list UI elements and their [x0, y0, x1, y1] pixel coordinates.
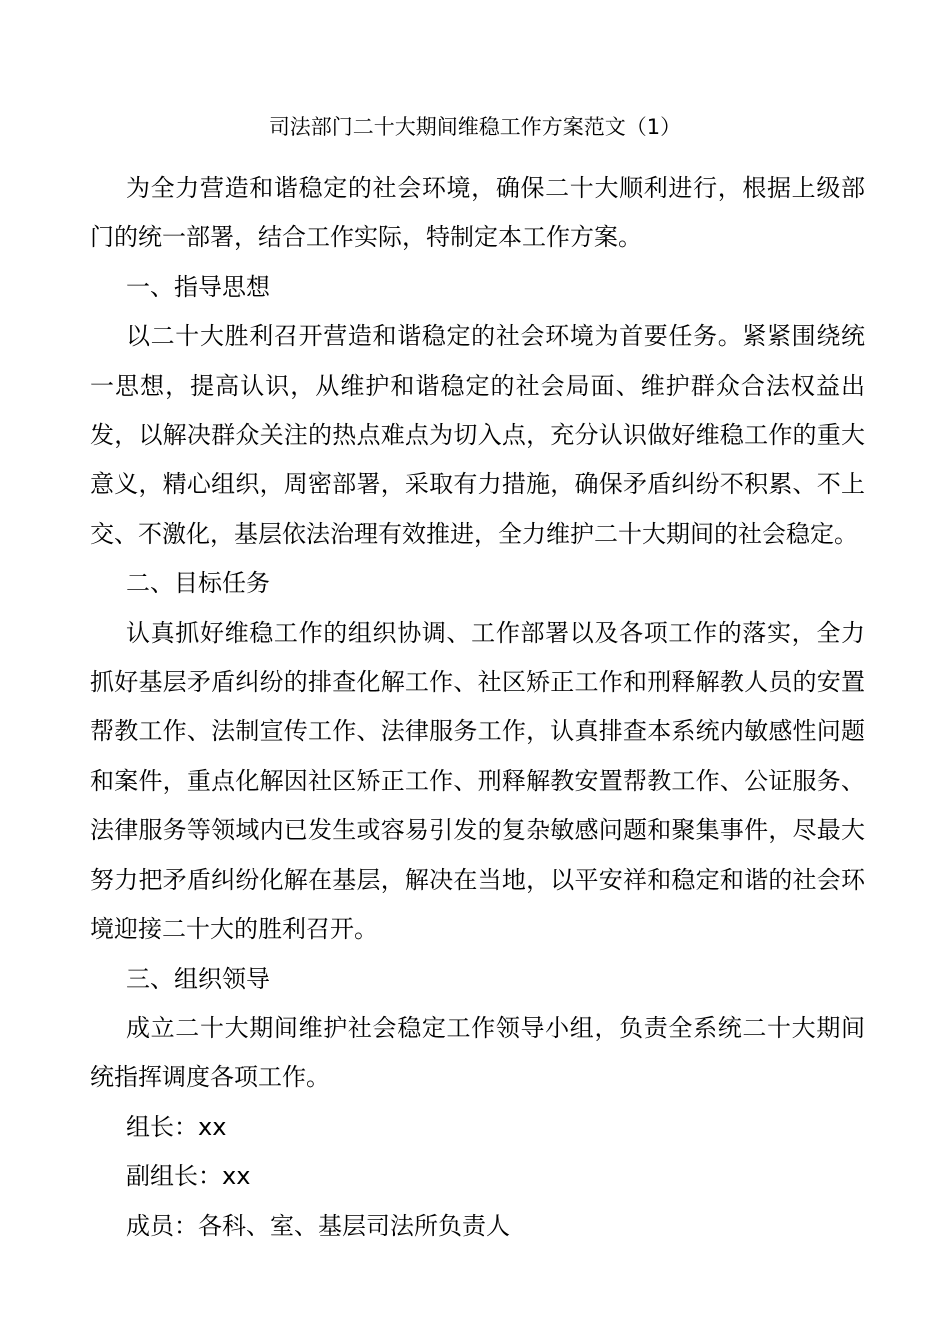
section-heading-goals-tasks: 二、目标任务: [126, 569, 270, 598]
section-paragraph-guiding-ideology: 以二十大胜利召开营造和谐稳定的社会环境为首要任务。紧紧围绕统一思想，提高认识，从维护和谐稳定的社会局面、维护群众合法权益出发，以解决群众关注的热点难点为切入点，充分认识做好维稳工作的重大意义，精心组织，周密部署，采取有力措施，确保矛盾纠纷不积累、不上交、不激化，基层依法治理有效推进，全力维护二十大期间的社会稳定。: [90, 322, 865, 548]
section-paragraph-goals-tasks: 认真抓好维稳工作的组织协调、工作部署以及各项工作的落实，全力抓好基层矛盾纠纷的排查化解工作、社区矫正工作和刑释解教人员的安置帮教工作、法制宣传工作、法律服务工作，认真排查本系统内敏感性问题和案件，重点化解因社区矫正工作、刑释解教安置帮教工作、公证服务、法律服务等领域内已发生或容易引发的复杂敏感问题和聚集事件，尽最大努力把矛盾纠纷化解在基层，解决在当地，以平安祥和稳定和谐的社会环境迎接二十大的胜利召开。: [90, 618, 865, 944]
member-deputy-leader: 副组长：xx: [126, 1162, 251, 1191]
member-leader: 组长：xx: [126, 1112, 227, 1141]
document-title: 司法部门二十大期间维稳工作方案范文（1）: [268, 115, 682, 139]
section-heading-guiding-ideology: 一、指导思想: [126, 272, 270, 301]
intro-paragraph: 为全力营造和谐稳定的社会环境，确保二十大顺利进行，根据上级部门的统一部署，结合工作实际，特制定本工作方案。: [90, 174, 865, 252]
section-heading-organization-leadership: 三、组织领导: [126, 964, 270, 993]
document-body: [90, 164, 865, 1251]
section-paragraph-organization-leadership: 成立二十大期间维护社会稳定工作领导小组，负责全系统二十大期间统指挥调度各项工作。: [90, 1013, 865, 1092]
member-members: 成员：各科、室、基层司法所负责人: [126, 1211, 510, 1240]
